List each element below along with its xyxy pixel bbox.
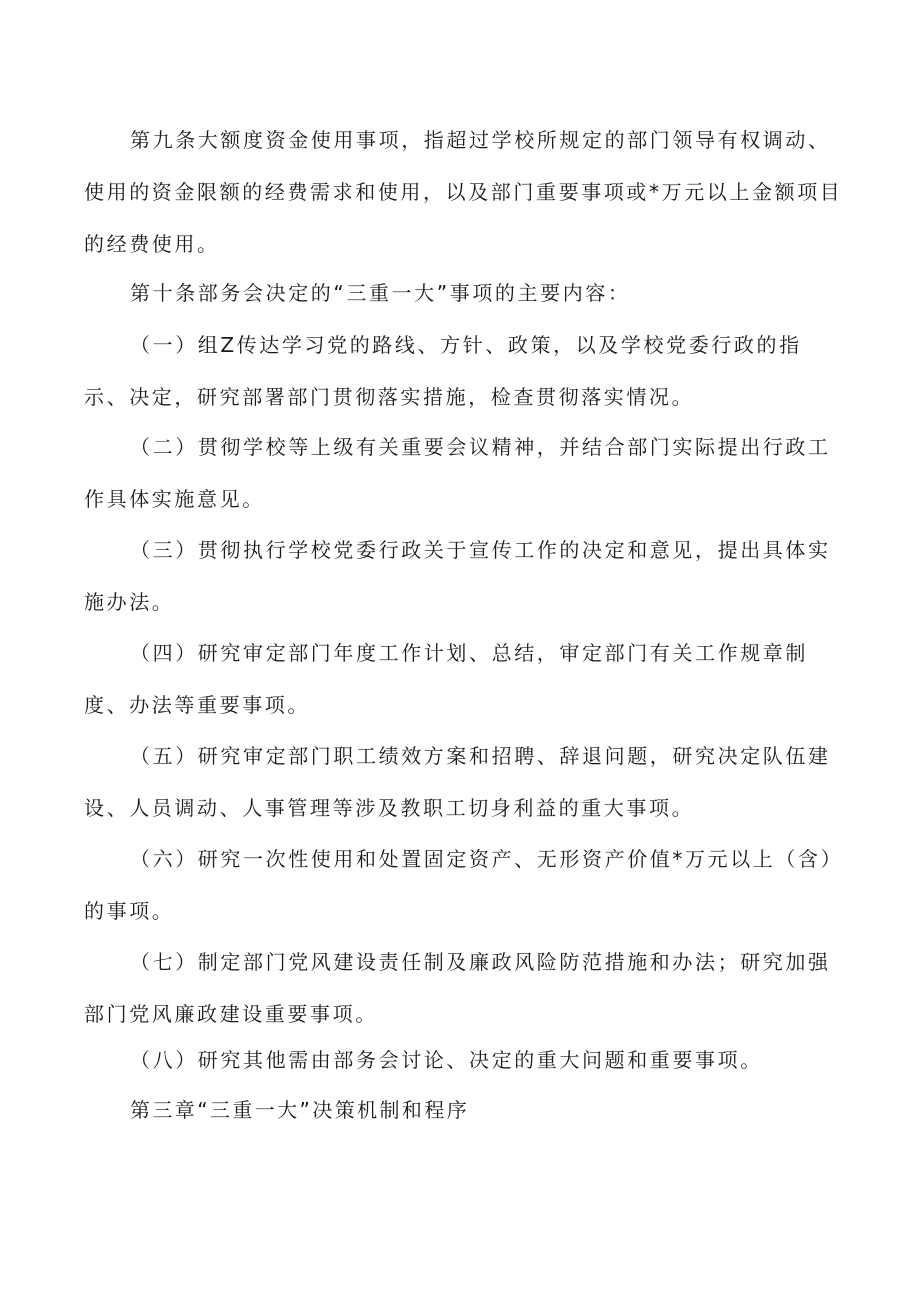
item-3-paragraph: （三）贯彻执行学校党委行政关于宣传工作的决定和意见，提出具体实施办法。 xyxy=(84,538,831,614)
chapter-3-heading: 第三章“三重一大”决策机制和程序 xyxy=(130,1098,470,1122)
item-2-paragraph: （二）贯彻学校等上级有关重要会议精神，并结合部门实际提出行政工作具体实施意见。 xyxy=(84,435,831,511)
article-9-paragraph: 第九条大额度资金使用事项，指超过学校所规定的部门领导有权调动、使用的资金限额的经费需求和使用，以及部门重要事项或*万元以上金额项目的经费使用。 xyxy=(84,128,843,256)
item-1-paragraph: （一）组Z传达学习党的路线、方针、政策，以及学校党委行政的指示、决定，研究部署部门贯彻落实措施，检查贯彻落实情况。 xyxy=(84,333,802,409)
item-6-paragraph: （六）研究一次性使用和处置固定资产、无形资产价值*万元以上（含）的事项。 xyxy=(84,847,844,923)
item-5-paragraph: （五）研究审定部门职工绩效方案和招聘、辞退问题，研究决定队伍建设、人员调动、人事管理等涉及教职工切身利益的重大事项。 xyxy=(84,744,831,820)
item-4-paragraph: （四）研究审定部门年度工作计划、总结，审定部门有关工作规章制度、办法等重要事项。 xyxy=(84,641,808,717)
item-8-paragraph: （八）研究其他需由部务会讨论、决定的重大问题和重要事项。 xyxy=(130,1048,763,1072)
item-7-paragraph: （七）制定部门党风建设责任制及廉政风险防范措施和办法；研究加强部门党风廉政建设重要事项。 xyxy=(84,950,831,1026)
article-10-paragraph: 第十条部务会决定的“三重一大”事项的主要内容： xyxy=(130,281,631,305)
